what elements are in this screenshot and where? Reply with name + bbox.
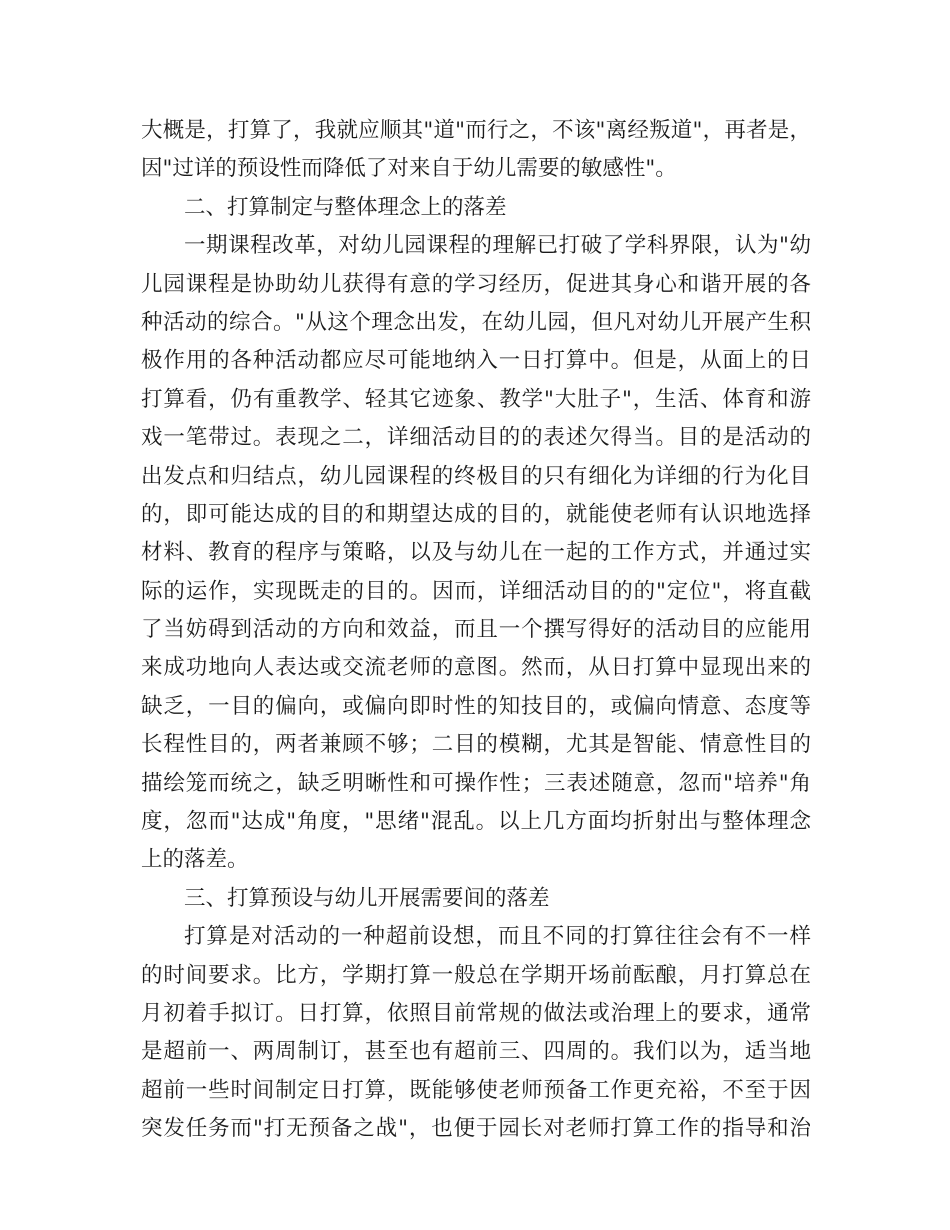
text-line: 因"过详的预设性而降低了对来自于幼儿需要的敏感性"。 bbox=[141, 156, 677, 182]
text-line: 度，忽而"达成"角度，"思绪"混乱。以上几方面均折射出与整体理念 bbox=[141, 809, 811, 835]
section-heading: 三、打算预设与幼儿开展需要间的落差 bbox=[184, 885, 550, 911]
text-line: 一期课程改革，对幼儿园课程的理解已打破了学科界限，认为"幼 bbox=[184, 233, 811, 259]
text-line: 突发任务而"打无预备之战"，也便于园长对老师打算工作的指导和治 bbox=[141, 1116, 811, 1142]
text-line: 是超前一、两周制订，甚至也有超前三、四周的。我们以为，适当地 bbox=[141, 1039, 811, 1065]
text-line: 出发点和归结点，幼儿园课程的终极目的只有细化为详细的行为化目 bbox=[141, 463, 811, 489]
text-line: 了当妨碍到活动的方向和效益，而且一个撰写得好的活动目的应能用 bbox=[141, 617, 811, 643]
text-line: 戏一笔带过。表现之二，详细活动目的的表述欠得当。目的是活动的 bbox=[141, 425, 811, 451]
text-line: 的时间要求。比方，学期打算一般总在学期开场前酝酿，月打算总在 bbox=[141, 962, 811, 988]
text-line: 缺乏，一目的偏向，或偏向即时性的知技目的，或偏向情意、态度等 bbox=[141, 693, 811, 719]
text-line: 大概是，打算了，我就应顺其"道"而行之，不该"离经叛道"，再者是， bbox=[141, 118, 811, 143]
document-page bbox=[141, 112, 811, 1149]
text-line: 打算是对活动的一种超前设想，而且不同的打算往往会有不一样 bbox=[184, 924, 811, 950]
text-line: 打算看，仍有重教学、轻其它迹象、教学"大肚子"，生活、体育和游 bbox=[141, 386, 811, 412]
text-line: 超前一些时间制定日打算，既能够使老师预备工作更充裕，不至于因 bbox=[141, 1077, 811, 1103]
text-line: 长程性目的，两者兼顾不够；二目的模糊，尤其是智能、情意性目的 bbox=[141, 732, 811, 758]
text-line: 际的运作，实现既走的目的。因而，详细活动目的的"定位"，将直截 bbox=[141, 578, 811, 604]
text-line: 上的落差。 bbox=[141, 847, 249, 873]
text-line: 的，即可能达成的目的和期望达成的目的，就能使老师有认识地选择 bbox=[141, 501, 811, 527]
text-line: 材料、教育的程序与策略，以及与幼儿在一起的工作方式，并通过实 bbox=[141, 540, 811, 566]
text-line: 来成功地向人表达或交流老师的意图。然而，从日打算中显现出来的 bbox=[141, 655, 811, 681]
section-heading: 二、打算制定与整体理念上的落差 bbox=[184, 194, 507, 220]
text-line: 儿园课程是协助幼儿获得有意的学习经历，促进其身心和谐开展的各 bbox=[141, 271, 811, 297]
text-line: 种活动的综合。"从这个理念出发，在幼儿园，但凡对幼儿开展产生积 bbox=[141, 309, 811, 335]
text-line: 描绘笼而统之，缺乏明晰性和可操作性；三表述随意，忽而"培养"角 bbox=[141, 770, 811, 796]
text-line: 月初着手拟订。日打算，依照目前常规的做法或治理上的要求，通常 bbox=[141, 1000, 811, 1026]
text-line: 极作用的各种活动都应尽可能地纳入一日打算中。但是，从面上的日 bbox=[141, 348, 811, 374]
